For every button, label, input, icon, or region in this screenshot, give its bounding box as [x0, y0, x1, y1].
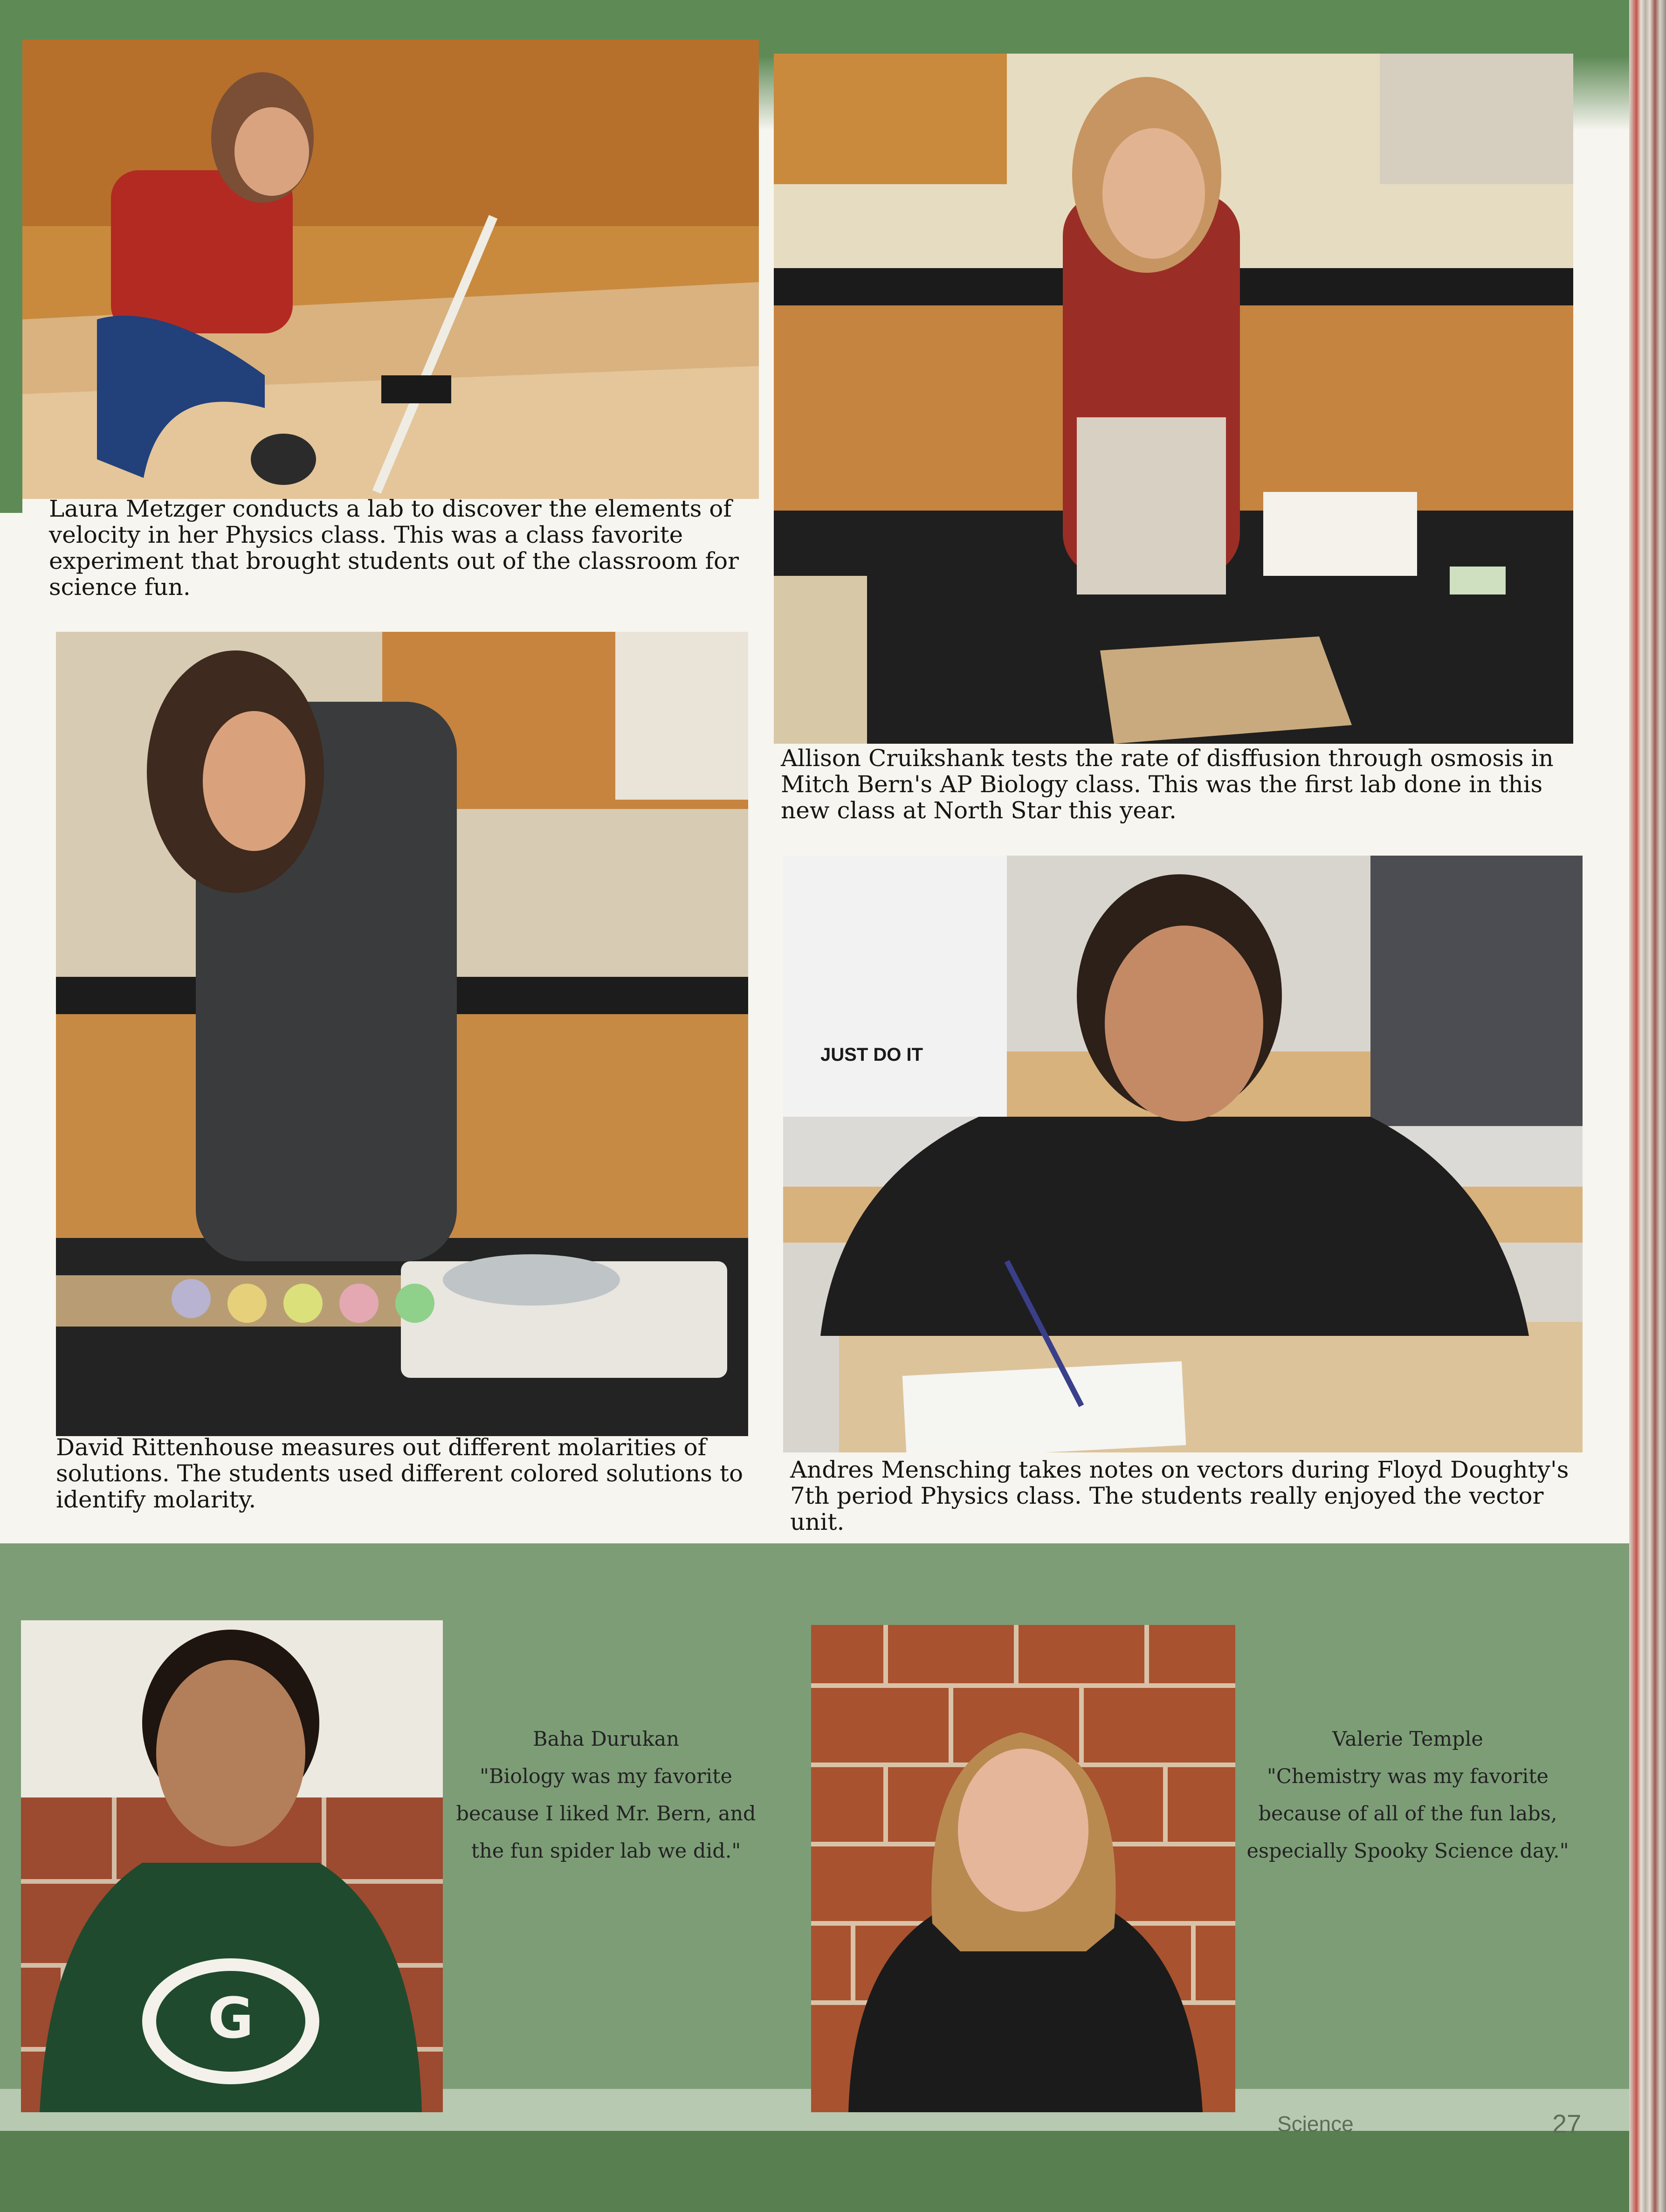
quote-name-valerie: Valerie Temple — [1332, 1728, 1483, 1751]
quote-text-baha: "Biology was my favorite because I liked Mr. Bern, and the fun spider lab we did." — [456, 1765, 756, 1863]
photo-allison-osmosis-lab — [774, 54, 1573, 744]
shirt-text: JUST DO IT — [820, 1044, 923, 1065]
portrait-valerie-temple — [811, 1625, 1235, 2112]
caption-david: David Rittenhouse measures out different molarities of solutions. The students used different colored solutions to identify molarity. — [56, 1434, 744, 1513]
caption-andres: Andres Mensching takes notes on vectors during Floyd Doughty's 7th period Physics class. The students really enjoyed the vector unit. — [790, 1456, 1569, 1535]
photo-andres-vectors — [783, 856, 1583, 1452]
bottom-green-strip — [0, 2131, 1632, 2212]
page-number: 27 — [1552, 2109, 1582, 2138]
quote-name-baha: Baha Durukan — [532, 1728, 680, 1751]
quote-text-valerie: "Chemistry was my favorite because of all of the fun labs, especially Spooky Science day." — [1246, 1765, 1569, 1863]
photo-david-molarity-lab — [56, 632, 748, 1436]
quote-valerie — [1235, 1721, 1580, 1870]
section-label: Science — [1277, 2112, 1354, 2136]
quote-baha — [443, 1721, 769, 1870]
hoodie-logo: G — [207, 1989, 254, 2049]
photo-laura-velocity-lab — [22, 40, 759, 499]
caption-laura: Laura Metzger conducts a lab to discover the elements of velocity in her Physics class. This was a class favorite experiment that brought students out of the classroom for science fun. — [49, 495, 739, 601]
page-edge — [1629, 0, 1666, 2212]
caption-allison: Allison Cruikshank tests the rate of disffusion through osmosis in Mitch Bern's AP Biology class. This was the first lab done in this new class at North Star this year. — [781, 745, 1554, 824]
left-green-band — [0, 0, 22, 513]
